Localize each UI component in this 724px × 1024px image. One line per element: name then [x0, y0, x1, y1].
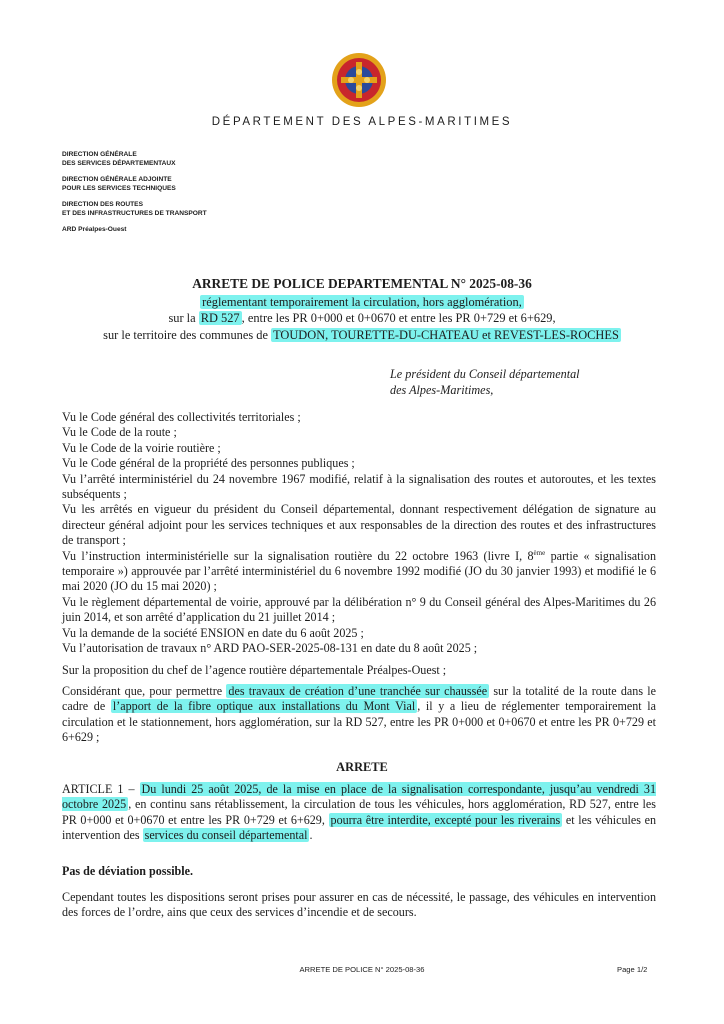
decree-road-line: sur la RD 527 , entre les PR 0+000 et 0+0670 et entre les PR 0+729 et 6+629,	[168, 311, 556, 325]
decree-title-block	[0, 276, 724, 343]
considerant: Considérant que, pour permettre des travaux de création d’une tranchée sur chaussée sur la totalité de la route dans le cadre de l’apport de la fibre optique aux installations du Mont Vial , il y a lieu de réglementer temporairement la circulation et le stationnement, hors agglomération, sur la RD 527, entre les PR 0+000 et 0+0670 et entre les PR 0+729 et 6+629 ;	[62, 683, 657, 745]
visa-item: Vu l’arrêté interministériel du 24 novembre 1967 modifié, relatif à la signalisation des routes et autoroutes, et les textes subséquents ;	[62, 471, 656, 502]
visa-item: Vu le Code de la route ;	[62, 425, 177, 440]
visa-item: Vu le Code général des collectivités territoriales ;	[62, 410, 301, 424]
decree-subtitle: réglementant temporairement la circulation, hors agglomération,	[202, 294, 522, 309]
no-deviation-notice: Pas de déviation possible.	[62, 864, 194, 878]
visa-item: Vu l’autorisation de travaux n° ARD PAO-SER-2025-08-131 en date du 8 août 2025 ;	[62, 641, 478, 656]
cependant-paragraph: Cependant toutes les dispositions seront prises pour assurer en cas de nécessité, le passage, des véhicules en intervention des forces de l’ordre, ains que ceux des services d’incendie et de secours.	[62, 890, 656, 920]
direction-generale-adjointe: DIRECTION GÉNÉRALE ADJOINTE POUR LES SERVICES TECHNIQUES	[62, 176, 176, 192]
decree-title: ARRETE DE POLICE DEPARTEMENTAL N° 2025-08-36	[192, 276, 532, 291]
direction-generale: DIRECTION GÉNÉRALE DES SERVICES DÉPARTEMENTAUX	[62, 151, 176, 167]
decree-communes-line: sur le territoire des communes de TOUDON, TOURETTE-DU-CHATEAU et REVEST-LES-ROCHES	[103, 327, 619, 342]
arrete-heading: ARRETE	[336, 760, 388, 774]
visa-item: Vu les arrêtés en vigueur du président du Conseil départemental, donnant respectivement délégation de signature au directeur général adjoint pour les services techniques et aux responsables de la direction des routes et des infrastructures de transport ;	[62, 502, 656, 548]
visa-item: Vu le Code de la voirie routière ;	[62, 440, 221, 455]
article-1: ARTICLE 1 – Du lundi 25 août 2025, de la mise en place de la signalisation correspondante, jusqu’au vendredi 31 octobre 2025 , en continu sans rétablissement, la circulation de tous les véhicules, hors agglomération, RD 527, entre les PR 0+000 et 0+0670 et entre les PR 0+729 et 6+629, pourra être interdite, excepté pour les riverains et les véhicules en intervention des services du conseil départemental .	[62, 782, 657, 843]
page-number: Page 1/2	[617, 965, 648, 974]
visa-item: Vu la demande de la société ENSION en date du 6 août 2025 ;	[62, 625, 364, 640]
visa-item: Vu le règlement départemental de voirie, approuvé par la délibération n° 9 du Conseil général des Alpes-Maritimes du 26 juin 2014, et son arrêté d’application du 21 juillet 2014 ;	[62, 594, 656, 625]
direction-des-routes: DIRECTION DES ROUTES ET DES INFRASTRUCTURES DE TRANSPORT	[62, 201, 207, 217]
president-signatory: Le président du Conseil départemental des Alpes-Maritimes,	[390, 367, 580, 397]
department-logo-icon	[331, 52, 387, 108]
footer-reference: ARRETE DE POLICE N° 2025-08-36	[299, 965, 425, 974]
article-1-label: ARTICLE 1 –	[62, 782, 140, 796]
visa-item: Vu l’instruction interministérielle sur la signalisation routière du 22 octobre 1963 (livre I, 8ème partie « signalisation temporaire ») approuvée par l’arrêté interministériel du 6 novembre 1992 modifié (JO du 30 janvier 1993) et modifié le 6 mai 2020 (JO du 15 mai 2020) ;	[62, 548, 656, 594]
proposition: Sur la proposition du chef de l’agence routière départementale Préalpes-Ouest ;	[62, 662, 447, 677]
visa-item: Vu le Code général de la propriété des personnes publiques ;	[62, 456, 355, 471]
directions-list	[62, 150, 207, 241]
ard-prealpes-ouest: ARD Préalpes-Ouest	[62, 226, 127, 233]
department-name: DÉPARTEMENT DES ALPES-MARITIMES	[211, 116, 513, 128]
visas-section	[62, 410, 656, 746]
